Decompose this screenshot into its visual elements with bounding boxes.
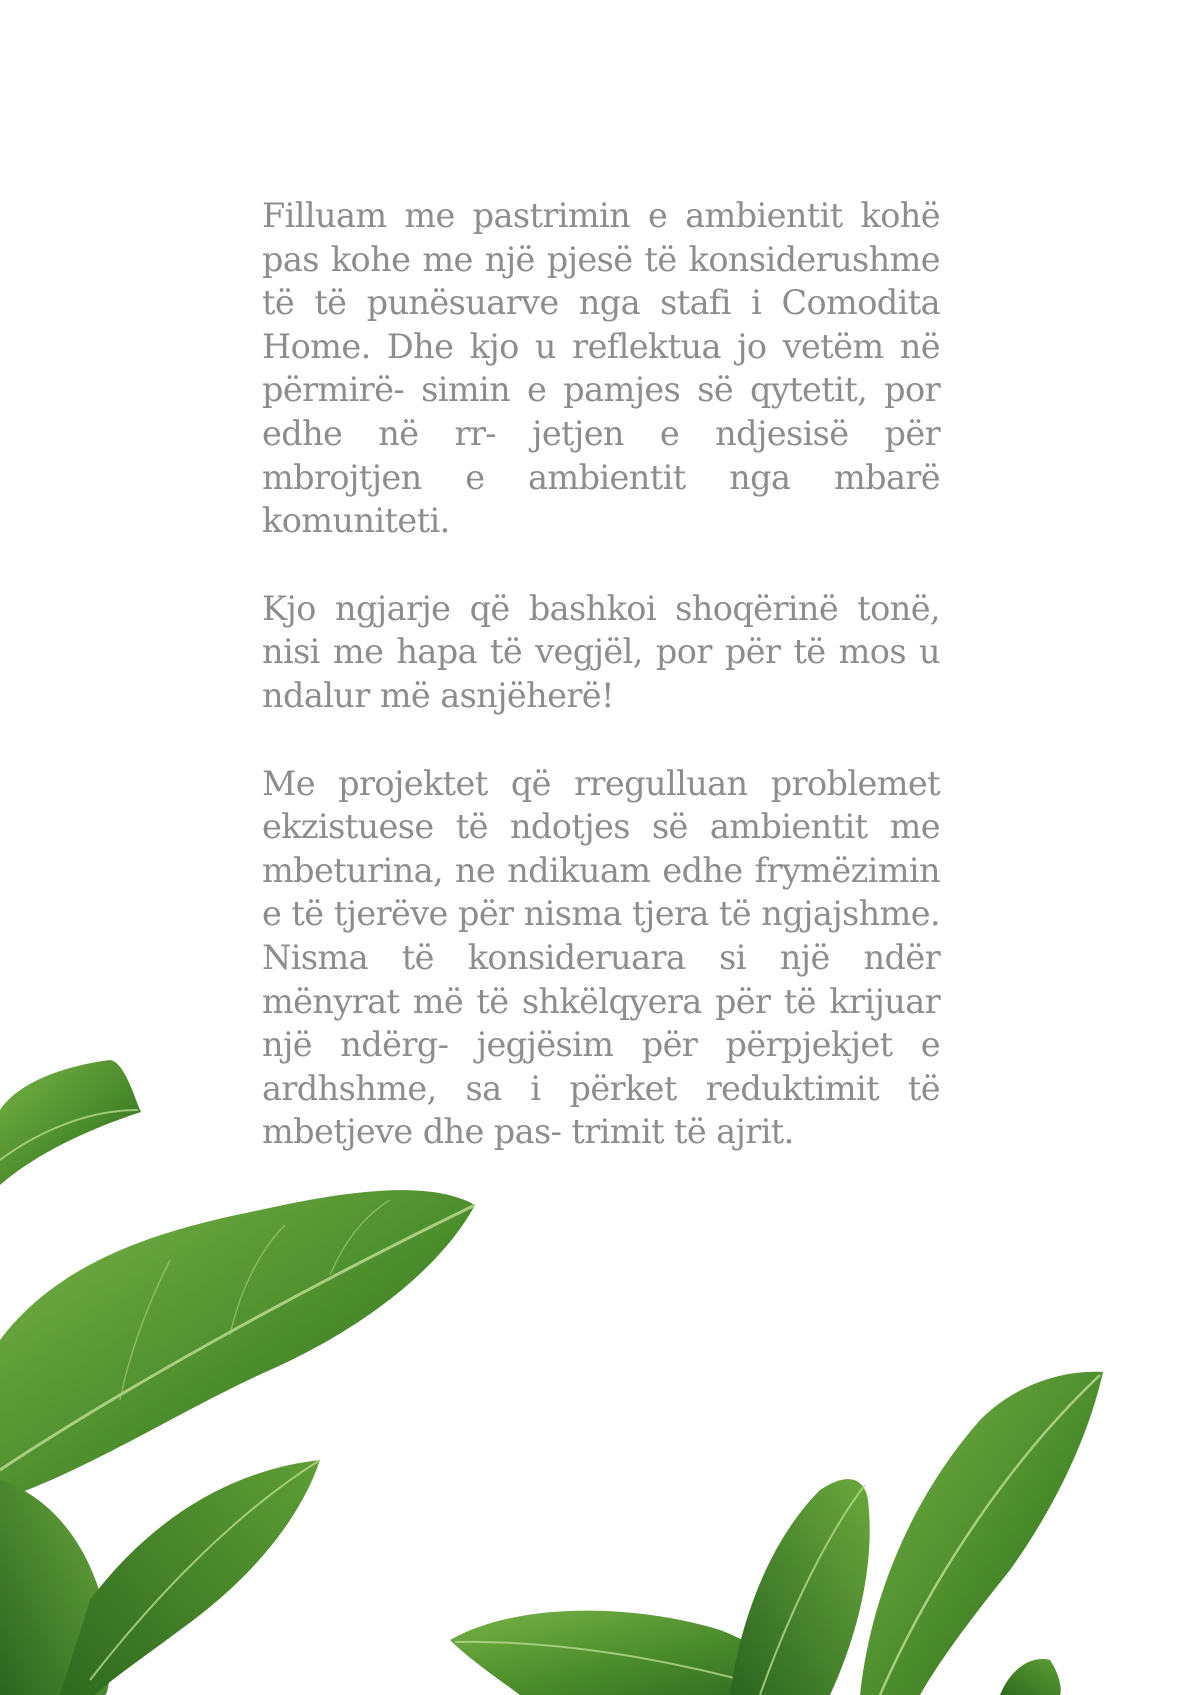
text-line: përket reduktimit të mbetjeve dhe pas- — [262, 1068, 940, 1152]
text-line: simin e pamjes së qytetit, por edhe në rr- — [262, 370, 940, 453]
text-line: e të tjerëve për nisma tjera të ngjajshme. — [262, 894, 940, 934]
paragraph-1 — [262, 194, 940, 543]
leaf-bottom-right-center — [730, 1479, 870, 1695]
text-line: me hapa të vegjël, por për të mos u ndalur — [262, 632, 940, 715]
text-line: ekzistuese të ndotjes së ambientit me — [262, 807, 940, 847]
leaf-bottom-right-tall — [860, 1372, 1103, 1695]
text-line: Filluam me pastrimin e ambientit kohë — [262, 196, 940, 235]
body-text — [262, 194, 940, 1154]
text-line: më asnjëherë! — [379, 675, 614, 715]
leaf-large-left — [0, 1190, 475, 1500]
text-line: Me projektet që rregulluan problemet — [262, 763, 940, 803]
text-line: jetjen e ndjesisë për mbrojtjen e ambientit — [262, 413, 940, 497]
paragraph-2 — [262, 587, 940, 718]
text-line: pas kohe me një pjesë të konsiderushme të — [262, 239, 940, 323]
text-line: Nisma të konsideruara si një ndër mënyrat — [262, 937, 940, 1021]
paragraph-3 — [262, 762, 940, 1154]
text-line: mbeturina, ne ndikuam edhe frymëzimin — [262, 850, 940, 890]
leaf-top-left — [0, 1060, 141, 1185]
text-line: Kjo ngjarje që bashkoi shoqërinë tonë, nisi — [262, 588, 940, 672]
text-line: jegjësim për përpjekjet e ardhshme, sa i — [262, 1025, 940, 1108]
text-line: nga mbarë komuniteti. — [262, 457, 940, 541]
text-line: të punësuarve nga stafi i Comodita Home. — [262, 283, 940, 366]
text-line: trimit të ajrit. — [571, 1112, 794, 1152]
leaf-bottom-right-small — [1000, 1659, 1061, 1695]
text-line: Dhe kjo u reflektua jo vetëm në përmirë- — [262, 326, 940, 410]
leaf-middle-left — [60, 1460, 320, 1695]
text-line: më të shkëlqyera për të krijuar një ndërg- — [262, 981, 940, 1065]
